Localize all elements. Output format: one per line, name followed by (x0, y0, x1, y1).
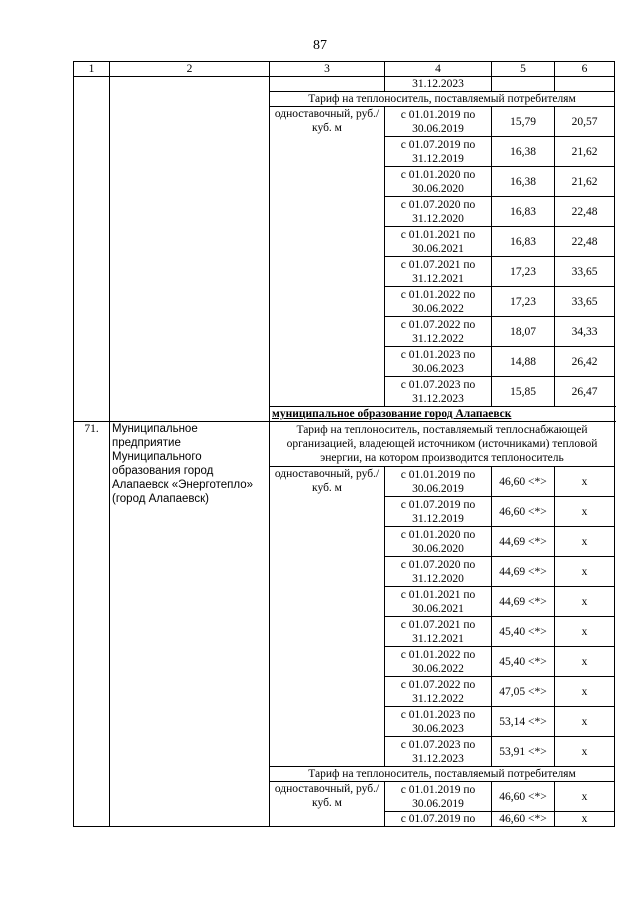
period-cell: с 01.07.2020 по 31.12.2020 (385, 557, 492, 587)
period-cell: с 01.07.2023 по 31.12.2023 (385, 737, 492, 767)
value-cell: 15,79 (492, 107, 555, 137)
value-cell: 21,62 (555, 137, 615, 167)
period-cell: с 01.07.2021 по 31.12.2021 (385, 257, 492, 287)
value-cell: 17,23 (492, 257, 555, 287)
value-cell: 33,65 (555, 287, 615, 317)
value-cell: x (555, 782, 615, 812)
value-cell: 46,60 <*> (492, 782, 555, 812)
period-cell: с 01.07.2020 по 31.12.2020 (385, 197, 492, 227)
value-cell: 17,23 (492, 287, 555, 317)
value-cell: x (555, 557, 615, 587)
value-cell: 26,47 (555, 377, 615, 407)
value-cell: 16,38 (492, 137, 555, 167)
tariff-table (73, 61, 615, 827)
period-cell: с 01.07.2021 по 31.12.2021 (385, 617, 492, 647)
value-cell: 46,60 <*> (492, 467, 555, 497)
value-cell: x (555, 497, 615, 527)
column-header: 5 (492, 62, 555, 77)
value-cell: x (555, 707, 615, 737)
table-row (74, 77, 615, 92)
column-header: 2 (110, 62, 270, 77)
period-cell: с 01.01.2019 по 30.06.2019 (385, 107, 492, 137)
empty-cell (555, 77, 615, 92)
value-cell: 53,14 <*> (492, 707, 555, 737)
period-cell: с 01.01.2020 по 30.06.2020 (385, 167, 492, 197)
period-cell: с 01.01.2023 по 30.06.2023 (385, 347, 492, 377)
period-cell: с 01.07.2019 по 31.12.2019 (385, 137, 492, 167)
value-cell: 44,69 <*> (492, 557, 555, 587)
value-cell: 33,65 (555, 257, 615, 287)
value-cell: 20,57 (555, 107, 615, 137)
tariff-type-cell: одноставочный, руб./куб. м (270, 107, 385, 407)
column-header: 3 (270, 62, 385, 77)
column-header: 4 (385, 62, 492, 77)
value-cell: 16,83 (492, 227, 555, 257)
value-cell: 16,38 (492, 167, 555, 197)
value-cell: x (555, 467, 615, 497)
period-cell: с 01.07.2022 по 31.12.2022 (385, 317, 492, 347)
value-cell: x (555, 587, 615, 617)
value-cell: 46,60 <*> (492, 812, 555, 827)
value-cell: 46,60 <*> (492, 497, 555, 527)
period-cell: с 01.07.2022 по 31.12.2022 (385, 677, 492, 707)
period-cell: с 01.01.2019 по 30.06.2019 (385, 782, 492, 812)
org-name-cell: Муниципальное предприятие Муниципального образования город Алапаевск «Энерготепло» (город Алапаевск) (110, 422, 270, 827)
page-number: 87 (313, 38, 327, 53)
value-cell: x (555, 812, 615, 827)
empty-cell (270, 77, 385, 92)
period-cell: с 01.07.2019 по 31.12.2019 (385, 497, 492, 527)
period-cell: с 01.07.2019 по (385, 812, 492, 827)
value-cell: x (555, 527, 615, 557)
entry-number-cell: 71. (74, 422, 110, 827)
column-header-row (74, 62, 615, 77)
value-cell: 22,48 (555, 227, 615, 257)
value-cell: 47,05 <*> (492, 677, 555, 707)
period-cell: с 01.01.2019 по 30.06.2019 (385, 467, 492, 497)
tariff-type-cell: одноставочный, руб./куб. м (270, 467, 385, 767)
value-cell: 15,85 (492, 377, 555, 407)
column-header: 6 (555, 62, 615, 77)
period-cell: с 01.01.2023 по 30.06.2023 (385, 707, 492, 737)
section-heading: Тариф на теплоноситель, поставляемый потребителям (270, 92, 615, 107)
value-cell: 44,69 <*> (492, 527, 555, 557)
period-cell: 31.12.2023 (385, 77, 492, 92)
period-cell: с 01.01.2020 по 30.06.2020 (385, 527, 492, 557)
value-cell: 22,48 (555, 197, 615, 227)
period-cell: с 01.01.2022 по 30.06.2022 (385, 287, 492, 317)
tariff-type-cell: одноставочный, руб./куб. м (270, 782, 385, 827)
section-heading: Тариф на теплоноситель, поставляемый теплоснабжающей организацией, владеющей источником (источниками) тепловой энергии, на котором производится теплоноситель (270, 422, 615, 467)
section-heading: Тариф на теплоноситель, поставляемый потребителям (270, 767, 615, 782)
value-cell: x (555, 677, 615, 707)
entry-number-cell (74, 77, 110, 422)
value-cell: 21,62 (555, 167, 615, 197)
column-header: 1 (74, 62, 110, 77)
value-cell: 34,33 (555, 317, 615, 347)
value-cell: x (555, 647, 615, 677)
period-cell: с 01.01.2022 по 30.06.2022 (385, 647, 492, 677)
value-cell: 45,40 <*> (492, 617, 555, 647)
value-cell: 18,07 (492, 317, 555, 347)
value-cell: 44,69 <*> (492, 587, 555, 617)
section-heading-row (74, 422, 615, 467)
value-cell: 14,88 (492, 347, 555, 377)
value-cell: 16,83 (492, 197, 555, 227)
value-cell: x (555, 737, 615, 767)
value-cell: 26,42 (555, 347, 615, 377)
value-cell: x (555, 617, 615, 647)
period-cell: с 01.07.2023 по 31.12.2023 (385, 377, 492, 407)
value-cell: 53,91 <*> (492, 737, 555, 767)
municipality-heading: муниципальное образование город Алапаевск (270, 407, 615, 422)
empty-cell (492, 77, 555, 92)
org-cell (110, 77, 270, 422)
period-cell: с 01.01.2021 по 30.06.2021 (385, 227, 492, 257)
value-cell: 45,40 <*> (492, 647, 555, 677)
period-cell: с 01.01.2021 по 30.06.2021 (385, 587, 492, 617)
